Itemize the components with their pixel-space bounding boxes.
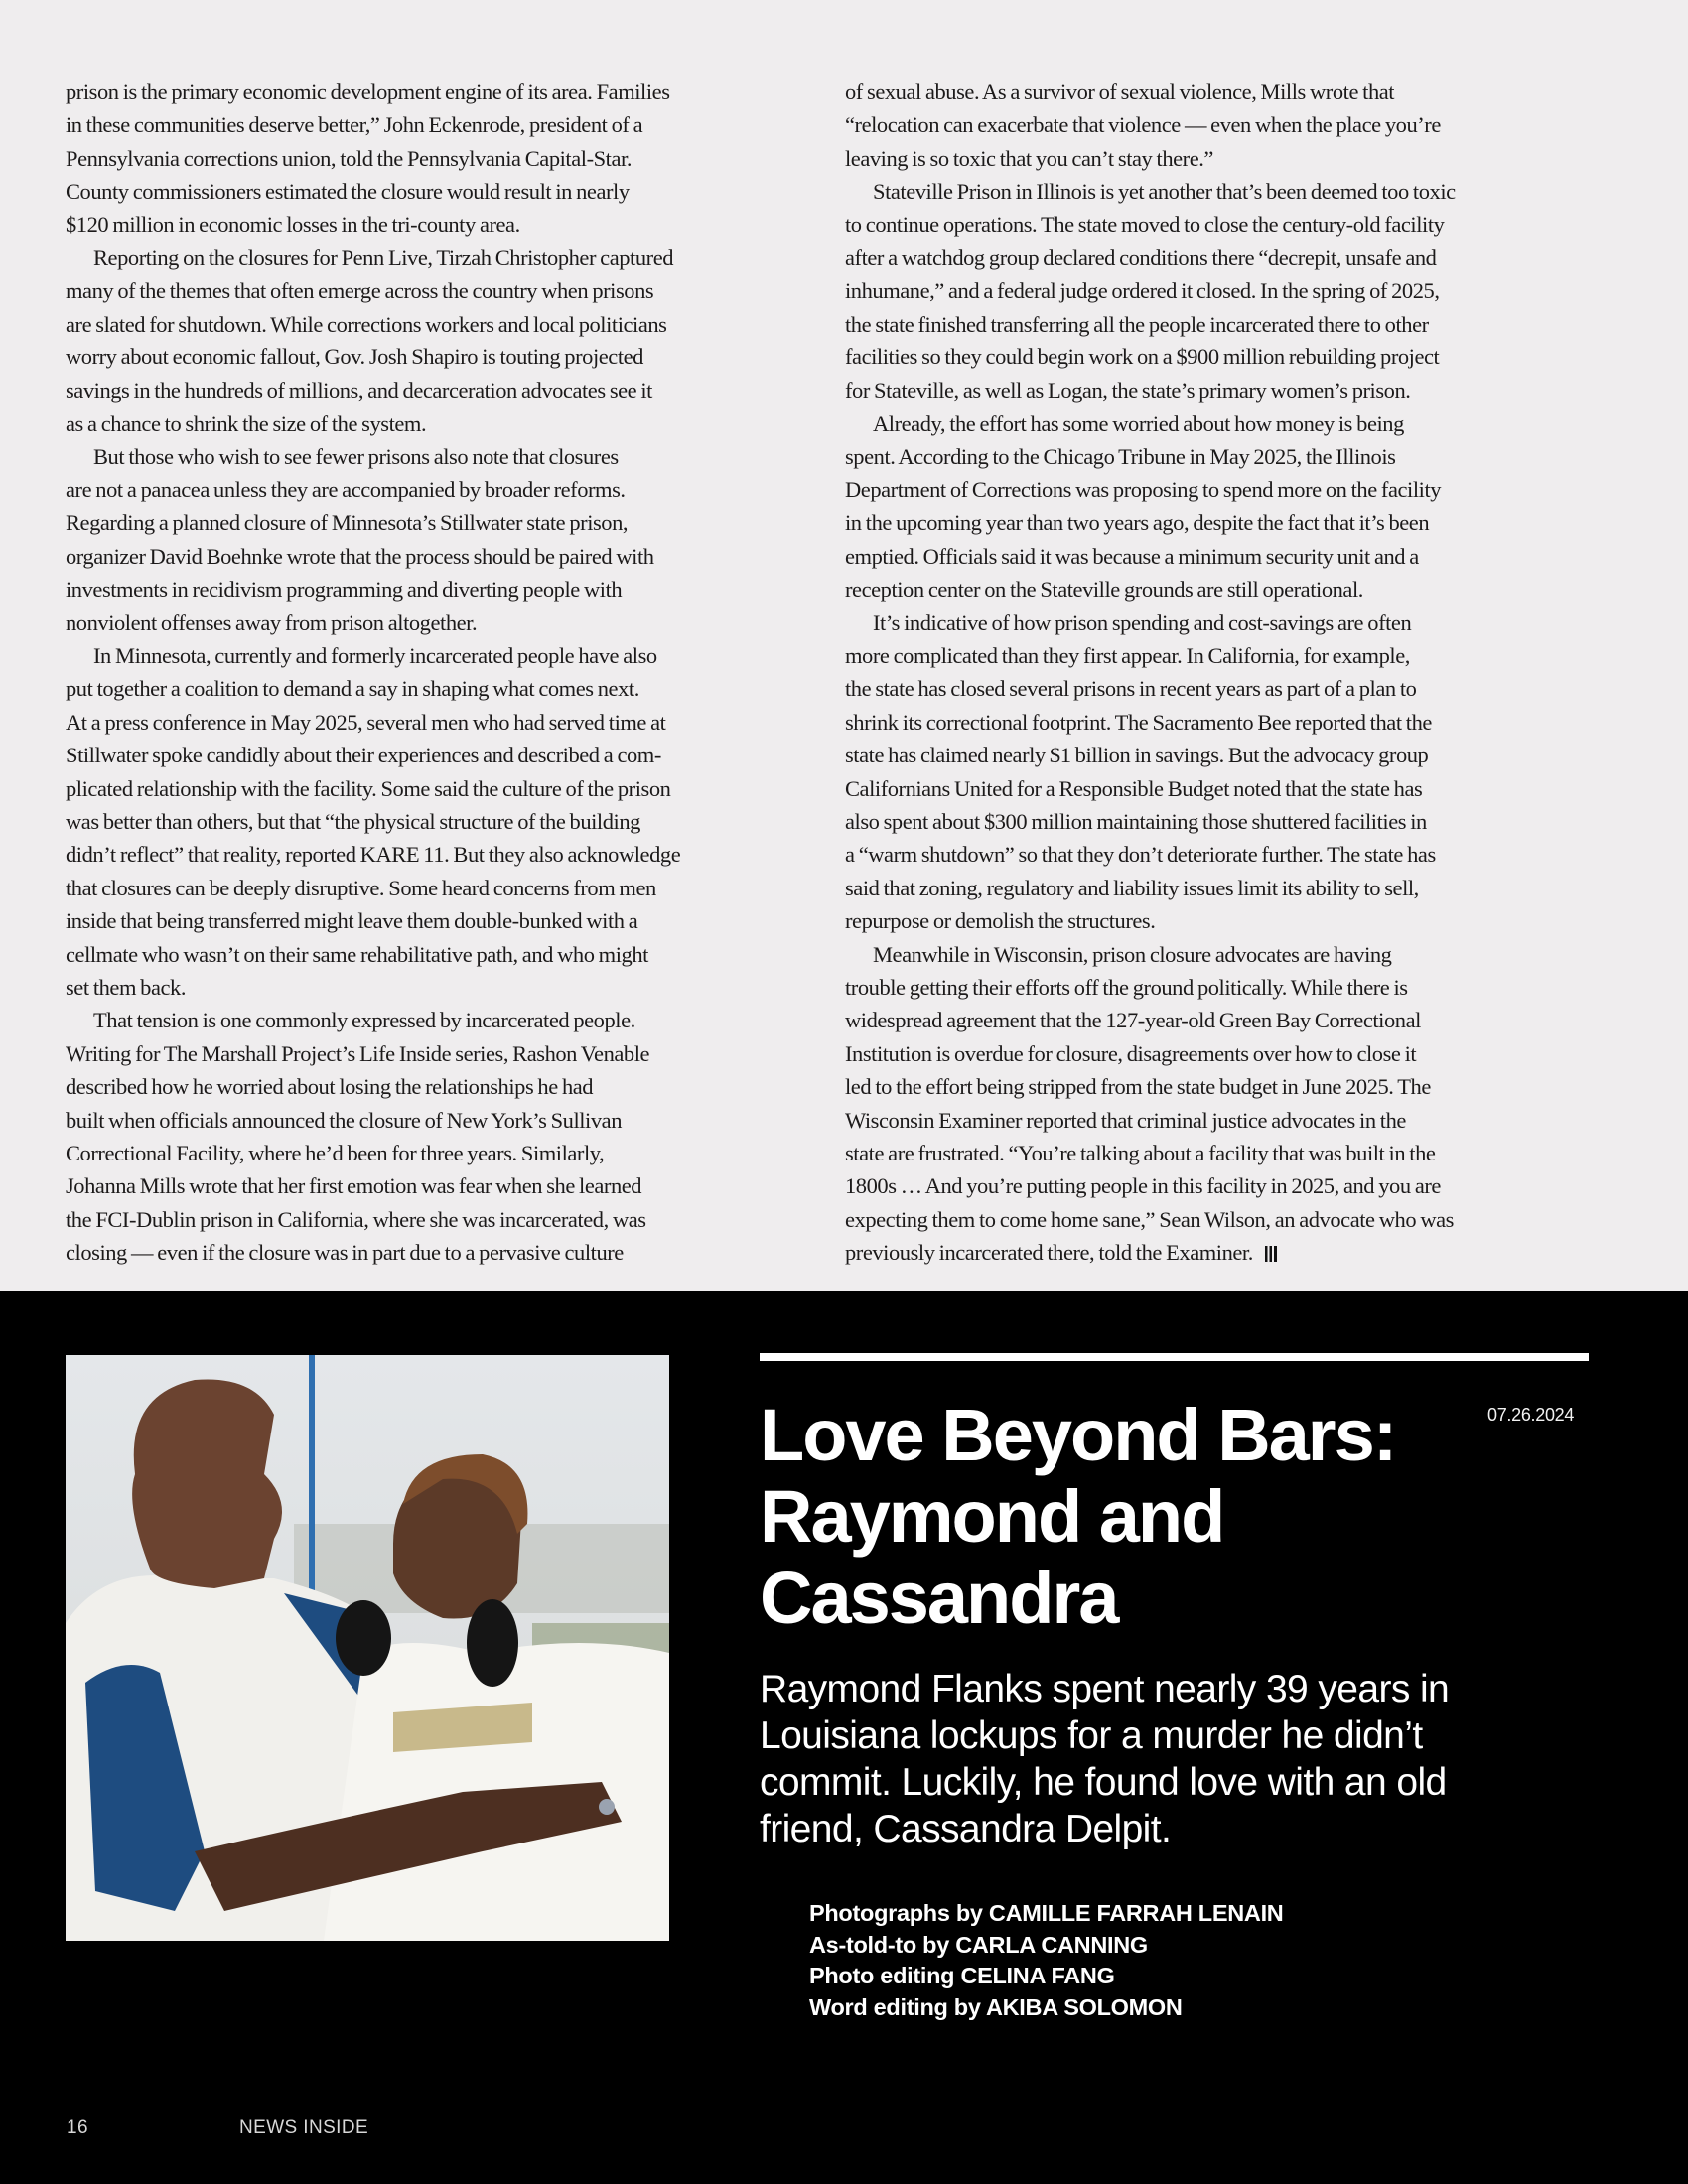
- text-line: [66, 274, 830, 307]
- text-line-content: trouble getting their efforts off the ground politically. While there is: [845, 974, 1408, 1000]
- text-line: [845, 1203, 1610, 1236]
- text-line-content: emptied. Officials said it was because a minimum security unit and a: [845, 543, 1419, 569]
- text-line: [845, 75, 1610, 108]
- credit-as-told-to: As-told-to by CARLA CANNING: [809, 1931, 1148, 1958]
- text-line-content: are slated for shutdown. While corrections workers and local politicians: [66, 311, 667, 337]
- text-line: [845, 241, 1610, 274]
- text-line-content: savings in the hundreds of millions, and decarceration advocates see it: [66, 377, 652, 403]
- text-line-content: 1800s … And you’re putting people in this facility in 2025, and you are: [845, 1173, 1441, 1199]
- section-name: NEWS INSIDE: [239, 2117, 369, 2138]
- text-line-content: the state has closed several prisons in recent years as part of a plan to: [845, 676, 1417, 702]
- text-line: [845, 706, 1610, 739]
- text-line: [66, 142, 830, 175]
- text-line-content: shrink its correctional footprint. The Sacramento Bee reported that the: [845, 709, 1432, 735]
- text-line-content: County commissioners estimated the closure would result in nearly: [66, 179, 630, 205]
- text-line: [845, 739, 1610, 771]
- text-line-content: Stateville Prison in Illinois is yet another that’s been deemed too toxic: [873, 179, 1456, 205]
- text-line-content: prison is the primary economic development engine of its area. Families: [66, 79, 670, 104]
- text-line-content: Meanwhile in Wisconsin, prison closure advocates are having: [873, 941, 1392, 967]
- text-line: [845, 1070, 1610, 1103]
- text-line-content: Regarding a planned closure of Minnesota’s Stillwater state prison,: [66, 510, 629, 536]
- text-line: [66, 904, 830, 937]
- text-line: [66, 474, 830, 506]
- text-line: [845, 639, 1610, 672]
- text-line: [66, 1037, 830, 1070]
- right-column: [845, 75, 1610, 1270]
- text-line: [66, 872, 830, 904]
- text-line: [66, 75, 830, 108]
- text-line: [66, 175, 830, 207]
- text-line-content: was better than others, but that “the physical structure of the building: [66, 808, 640, 834]
- text-line-content: set them back.: [66, 974, 187, 1000]
- text-line: [845, 341, 1610, 373]
- text-line: [66, 440, 830, 473]
- text-line-content: Californians United for a Responsible Budget noted that the state has: [845, 775, 1423, 801]
- text-line-content: didn’t reflect” that reality, reported KARE 11. But they also acknowledge: [66, 842, 681, 868]
- text-line-content: It’s indicative of how prison spending and cost-savings are often: [873, 610, 1412, 635]
- text-line: [66, 1070, 830, 1103]
- text-line: [66, 971, 830, 1004]
- text-line: [66, 540, 830, 573]
- text-line-content: inhumane,” and a federal judge ordered it closed. In the spring of 2025,: [845, 278, 1440, 304]
- text-line: [845, 274, 1610, 307]
- text-line-content: Already, the effort has some worried about how money is being: [873, 411, 1404, 437]
- text-line: [845, 838, 1610, 871]
- text-line: [66, 805, 830, 838]
- feature-credits: [809, 1898, 1283, 2023]
- text-line-content: Stillwater spoke candidly about their experiences and described a com-: [66, 743, 661, 768]
- text-line: [66, 1203, 830, 1236]
- text-line: [845, 540, 1610, 573]
- text-line: [845, 108, 1610, 141]
- credit-word-editing: Word editing by AKIBA SOLOMON: [809, 1993, 1183, 2020]
- text-line-content: plicated relationship with the facility. Some said the culture of the prison: [66, 775, 671, 801]
- text-line: [66, 506, 830, 539]
- text-line-content: after a watchdog group declared conditions there “decrepit, unsafe and: [845, 245, 1437, 271]
- feature-dek: Raymond Flanks spent nearly 39 years in Louisiana lockups for a murder he didn’t commit. Luckily, he found love with an old friend, Cassandra Delpit.: [760, 1668, 1450, 1850]
- text-line-content: cellmate who wasn’t on their same rehabilitative path, and who might: [66, 941, 648, 967]
- text-line: [66, 1236, 830, 1269]
- page-number: 16: [67, 2117, 88, 2138]
- text-line-content: as a chance to shrink the size of the system.: [66, 411, 427, 437]
- ring: [599, 1799, 615, 1815]
- text-line: [66, 838, 830, 871]
- text-line-content: many of the themes that often emerge across the country when prisons: [66, 278, 654, 304]
- text-line-content: of sexual abuse. As a survivor of sexual violence, Mills wrote that: [845, 79, 1395, 104]
- text-line: [845, 1004, 1610, 1036]
- text-line-content: “relocation can exacerbate that violence — even when the place you’re: [845, 112, 1441, 138]
- text-line-content: the state finished transferring all the people incarcerated there to other: [845, 311, 1429, 337]
- text-line-content: described how he worried about losing the relationships he had: [66, 1074, 594, 1100]
- text-line-content: Johanna Mills wrote that her first emotion was fear when she learned: [66, 1173, 642, 1199]
- text-line-content: state has claimed nearly $1 billion in savings. But the advocacy group: [845, 743, 1429, 768]
- left-column: [66, 75, 830, 1270]
- text-line-content: $120 million in economic losses in the tri-county area.: [66, 211, 520, 237]
- text-line: [845, 805, 1610, 838]
- text-line-content: reception center on the Stateville grounds are still operational.: [845, 577, 1363, 603]
- text-line: [66, 108, 830, 141]
- text-line: [66, 208, 830, 241]
- text-line: [845, 208, 1610, 241]
- text-line: [66, 706, 830, 739]
- text-line: [66, 1104, 830, 1137]
- text-line: [66, 573, 830, 606]
- text-line: [845, 872, 1610, 904]
- text-line: [845, 938, 1610, 971]
- text-line-content: more complicated than they first appear. In California, for example,: [845, 642, 1410, 668]
- feature-headline[interactable]: [760, 1395, 1455, 1639]
- end-of-story-bars-icon: [1265, 1246, 1277, 1262]
- text-line: [66, 639, 830, 672]
- text-line-content: closing — even if the closure was in part due to a pervasive culture: [66, 1240, 624, 1266]
- text-line-content: leaving is so toxic that you can’t stay there.”: [845, 145, 1213, 171]
- text-line-content: to continue operations. The state moved to close the century-old facility: [845, 211, 1445, 237]
- earring-left: [336, 1600, 391, 1676]
- headline-line: Raymond and: [760, 1475, 1224, 1558]
- text-line-content: for Stateville, as well as Logan, the state’s primary women’s prison.: [845, 377, 1411, 403]
- feature-top-rule: [760, 1353, 1589, 1361]
- text-line: [66, 407, 830, 440]
- text-line-content: spent. According to the Chicago Tribune in May 2025, the Illinois: [845, 444, 1396, 470]
- text-line: [845, 1104, 1610, 1137]
- text-line: [66, 739, 830, 771]
- text-line: [845, 407, 1610, 440]
- text-line: [66, 672, 830, 705]
- text-line-content: also spent about $300 million maintaining those shuttered facilities in: [845, 808, 1427, 834]
- text-line: [845, 506, 1610, 539]
- credit-photo-editing: Photo editing CELINA FANG: [809, 1963, 1115, 1988]
- text-line: [66, 374, 830, 407]
- text-line-content: Institution is overdue for closure, disagreements over how to close it: [845, 1040, 1417, 1066]
- text-line: [66, 607, 830, 639]
- text-line: [66, 308, 830, 341]
- text-line-content: facilities so they could begin work on a $900 million rebuilding project: [845, 344, 1440, 370]
- text-line-content: that closures can be deeply disruptive. Some heard concerns from men: [66, 875, 656, 900]
- text-line: [845, 1236, 1610, 1269]
- text-line-content: previously incarcerated there, told the Examiner.: [845, 1240, 1253, 1266]
- feature-teaser: [0, 1291, 1688, 2184]
- text-line: [845, 971, 1610, 1004]
- text-line-content: Wisconsin Examiner reported that criminal justice advocates in the: [845, 1107, 1406, 1133]
- text-line: [845, 175, 1610, 207]
- text-line-content: organizer David Boehnke wrote that the process should be paired with: [66, 543, 654, 569]
- text-line-content: the FCI-Dublin prison in California, where she was incarcerated, was: [66, 1206, 646, 1232]
- text-line-content: nonviolent offenses away from prison altogether.: [66, 610, 478, 635]
- text-line-content: worry about economic fallout, Gov. Josh Shapiro is touting projected: [66, 344, 643, 370]
- text-line-content: led to the effort being stripped from the state budget in June 2025. The: [845, 1074, 1431, 1100]
- headline-line: Cassandra: [760, 1557, 1118, 1639]
- text-line-content: state are frustrated. “You’re talking about a facility that was built in the: [845, 1141, 1436, 1165]
- text-line: [845, 1137, 1610, 1169]
- text-line-content: Correctional Facility, where he’d been for three years. Similarly,: [66, 1141, 605, 1165]
- text-line-content: Department of Corrections was proposing to spend more on the facility: [845, 477, 1442, 502]
- text-line-content: But those who wish to see fewer prisons also note that closures: [93, 444, 619, 470]
- text-line-content: inside that being transferred might leave them double-bunked with a: [66, 908, 638, 934]
- text-line: [845, 573, 1610, 606]
- text-line-content: said that zoning, regulatory and liability issues limit its ability to sell,: [845, 875, 1419, 900]
- feature-date: 07.26.2024: [1487, 1405, 1575, 1425]
- text-line: [66, 341, 830, 373]
- text-line-content: built when officials announced the closure of New York’s Sullivan: [66, 1107, 622, 1133]
- feature-photo[interactable]: [66, 1355, 669, 1941]
- text-line-content: put together a coalition to demand a say in shaping what comes next.: [66, 676, 639, 702]
- text-line-content: expecting them to come home sane,” Sean Wilson, an advocate who was: [845, 1206, 1454, 1232]
- blue-pole: [309, 1355, 315, 1613]
- text-line-content: widespread agreement that the 127-year-old Green Bay Correctional: [845, 1008, 1421, 1033]
- text-line-content: That tension is one commonly expressed by incarcerated people.: [93, 1008, 635, 1033]
- text-line-content: a “warm shutdown” so that they don’t deteriorate further. The state has: [845, 842, 1436, 868]
- text-line: [66, 1169, 830, 1202]
- text-line: [845, 1169, 1610, 1202]
- headline-line: Love Beyond Bars:: [760, 1394, 1396, 1476]
- text-line: [845, 308, 1610, 341]
- text-line: [845, 772, 1610, 805]
- text-line-content: investments in recidivism programming and diverting people with: [66, 577, 623, 603]
- text-line-content: Writing for The Marshall Project’s Life Inside series, Rashon Venable: [66, 1040, 650, 1066]
- text-line: [66, 1004, 830, 1036]
- couple-photo-illustration: [66, 1355, 669, 1941]
- text-line-content: Reporting on the closures for Penn Live, Tirzah Christopher captured: [93, 245, 674, 271]
- text-line: [845, 374, 1610, 407]
- text-line: [66, 938, 830, 971]
- text-line: [845, 904, 1610, 937]
- text-line: [845, 142, 1610, 175]
- text-line-content: In Minnesota, currently and formerly incarcerated people have also: [93, 642, 657, 668]
- credit-photographs: Photographs by CAMILLE FARRAH LENAIN: [809, 1900, 1284, 1926]
- text-line: [66, 1137, 830, 1169]
- earring-right: [467, 1599, 518, 1687]
- text-line: [66, 241, 830, 274]
- text-line-content: Pennsylvania corrections union, told the Pennsylvania Capital-Star.: [66, 145, 632, 171]
- text-line: [845, 672, 1610, 705]
- text-line-content: in the upcoming year than two years ago, despite the fact that it’s been: [845, 510, 1430, 536]
- text-line: [66, 772, 830, 805]
- man-head: [132, 1379, 282, 1588]
- text-line-content: in these communities deserve better,” John Eckenrode, president of a: [66, 112, 643, 138]
- text-line: [845, 440, 1610, 473]
- text-line: [845, 474, 1610, 506]
- text-line: [845, 1037, 1610, 1070]
- text-line: [845, 607, 1610, 639]
- text-line-content: are not a panacea unless they are accompanied by broader reforms.: [66, 477, 626, 502]
- text-line-content: repurpose or demolish the structures.: [845, 908, 1156, 934]
- text-line-content: At a press conference in May 2025, several men who had served time at: [66, 709, 666, 735]
